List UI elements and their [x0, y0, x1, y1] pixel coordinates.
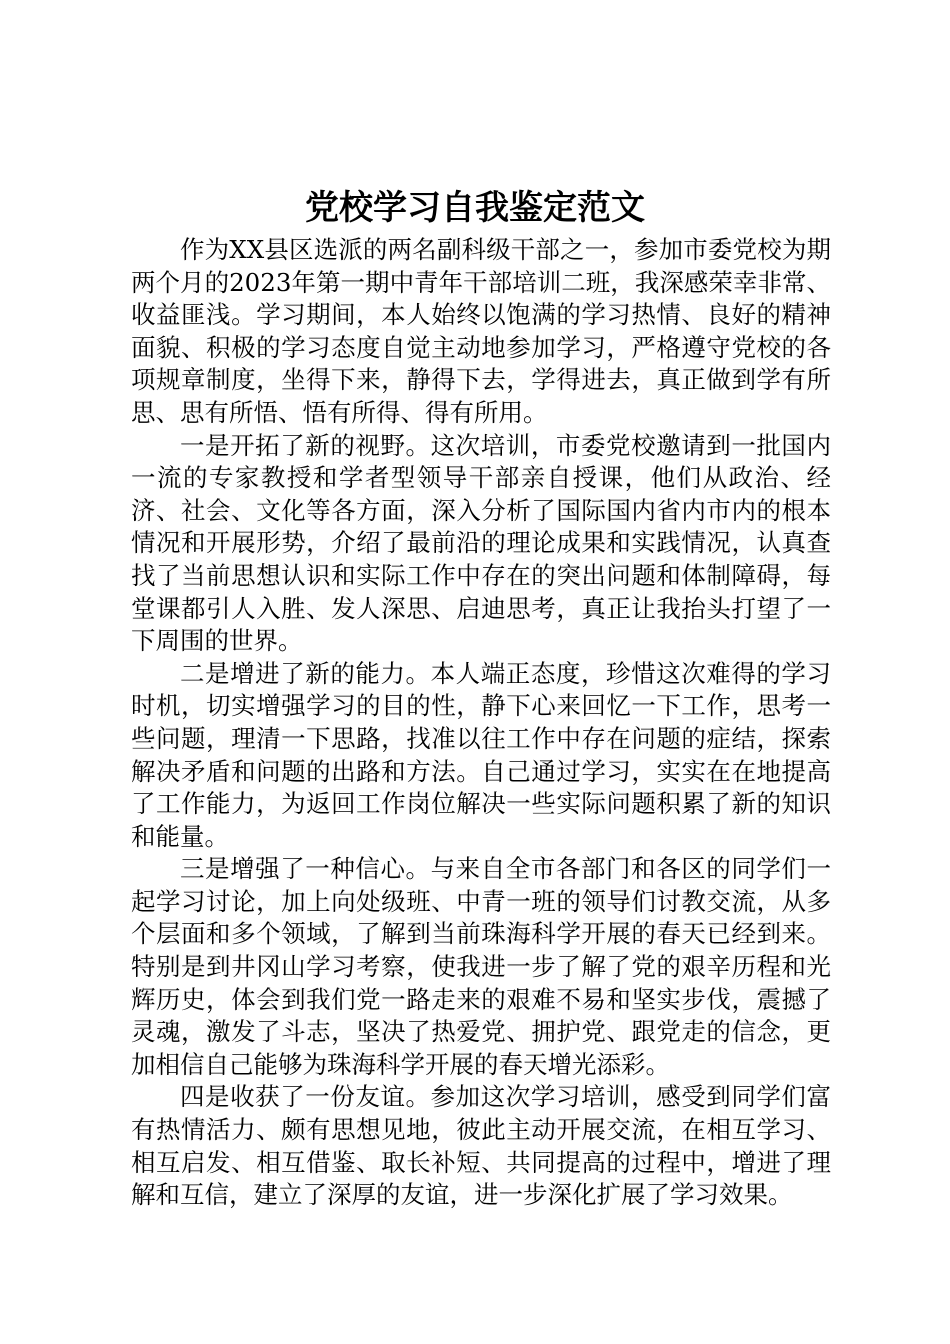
paragraph-vision: 一是开拓了新的视野。这次培训，市委党校邀请到一批国内一流的专家教授和学者型领导干部亲自授课，他们从政治、经济、社会、文化等各方面，深入分析了国际国内省内市内的根本情况和开展形势，介绍了最前沿的理论成果和实践情况，认真查找了当前思想认识和实际工作中存在的突出问题和体制障碍，每堂课都引人入胜、发人深思、启迪思考，真正让我抬头打望了一下周围的世界。 — [131, 430, 831, 656]
paragraph-friendship: 四是收获了一份友谊。参加这次学习培训，感受到同学们富有热情活力、颇有思想见地，彼此主动开展交流，在相互学习、相互启发、相互借鉴、取长补短、共同提高的过程中，增进了理解和互信，建立了深厚的友谊，进一步深化扩展了学习效果。 — [131, 1082, 831, 1210]
paragraph-ability: 二是增进了新的能力。本人端正态度，珍惜这次难得的学习时机，切实增强学习的目的性，静下心来回忆一下工作，思考一些问题，理清一下思路，找准以往工作中存在问题的症结，探索解决矛盾和问题的出路和方法。自己通过学习，实实在在地提高了工作能力，为返回工作岗位解决一些实际问题积累了新的知识和能量。 — [131, 658, 831, 851]
paragraph-confidence: 三是增强了一种信心。与来自全市各部门和各区的同学们一起学习讨论，加上向处级班、中青一班的领导们讨教交流，从多个层面和多个领域，了解到当前珠海科学开展的春天已经到来。特别是到井冈山学习考察，使我进一步了解了党的艰辛历程和光辉历史，体会到我们党一路走来的艰难不易和坚实步伐，震撼了灵魂，激发了斗志，坚决了热爱党、拥护党、跟党走的信念，更加相信自己能够为珠海科学开展的春天增光添彩。 — [131, 854, 831, 1079]
document-body — [131, 234, 831, 1212]
document-title: 党校学习自我鉴定范文 — [305, 188, 645, 228]
paragraph-intro: 作为XX县区选派的两名副科级干部之一，参加市委党校为期两个月的2023年第一期中青年干部培训二班，我深感荣幸非常、收益匪浅。学习期间，本人始终以饱满的学习热情、良好的精神面貌、积极的学习态度自觉主动地参加学习，严格遵守党校的各项规章制度，坐得下来，静得下去，学得进去，真正做到学有所思、思有所悟、悟有所得、得有所用。 — [131, 235, 831, 427]
